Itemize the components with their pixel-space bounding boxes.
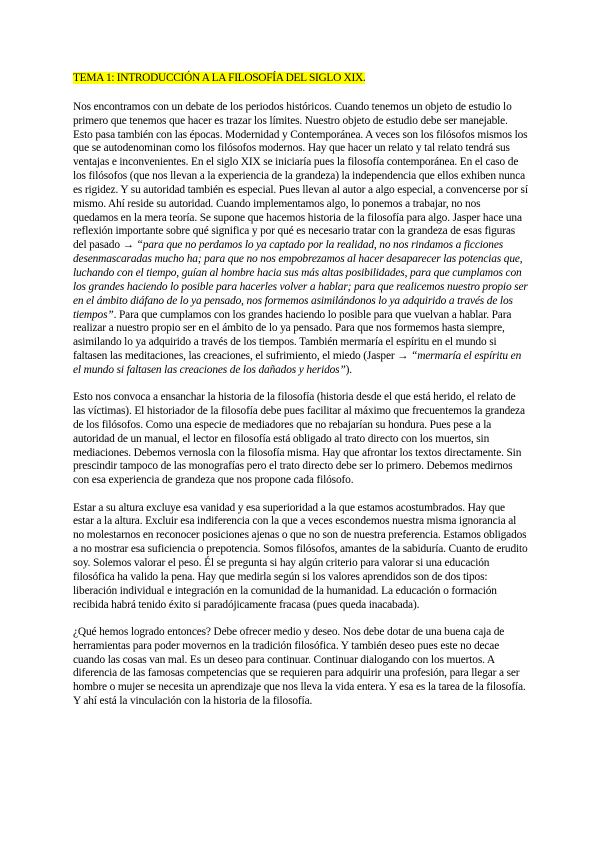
title-block: [73, 72, 528, 86]
paragraph-text: ).: [345, 363, 352, 376]
paragraph: [73, 391, 528, 488]
paragraphs-container: [73, 101, 528, 709]
paragraph-text: . Para que cumplamos con los grandes haciendo lo posible para que vuelvan a hablar. Para realizar a nuestro propio ser en el ámbito de lo ya pensado. Para que nos formemos hasta siempre, asimilando lo ya adquirido a través de los tiempos. También mermaría el espíritu en el mundo si faltasen las meditaciones, las creaciones, el sufrimiento, el miedo (Jasper →: [73, 308, 512, 363]
quoted-text: “mermaría el espíritu en el mundo si faltasen las creaciones de los dañados y heridos”: [73, 350, 522, 376]
paragraph-text: ¿Qué hemos logrado entonces? Debe ofrecer medio y deseo. Nos debe dotar de una buena caja de herramientas para poder movernos en la tradición filosófica. Y también deseo pues este no decae cuando las cosas van mal. Es un deseo para continuar. Continuar dialogando con los muertos. A diferencia de las famosas competencias que se requieren para adquirir una profesión, para llegar a ser hombre o mujer se necesita un aprendizaje que nos lleva la vida entera. Y esa es la tarea de la filosofía. Y ahí está la vinculación con la historia de la filosofía.: [73, 625, 526, 708]
paragraph-text: Estar a su altura excluye esa vanidad y esa superioridad a la que estamos acostumbrados. Hay que estar a la altura. Excluir esa indiferencia con la que a veces escondemos nuestra misma ignorancia al no molestarnos en reconocer posiciones ajenas o que no son de nuestra preferencia. Estamos obligados a no mostrar esa suficiencia o prepotencia. Somos filósofos, amantes de la sabiduría. Cuanto de erudito soy. Solemos valorar el peso. Él se pregunta si hay algún criterio para valorar si una educación filosófica ha valido la pena. Hay que medirla según si los valores aprendidos son de dos tipos: liberación individual e integración en la comunidad de la humanidad. La educación o formación recibida habrá tenido éxito si paradójicamente fracasa (pues queda inacabada).: [73, 501, 528, 611]
document-title: TEMA 1: INTRODUCCIÓN A LA FILOSOFÍA DEL SIGLO XIX.: [73, 72, 366, 84]
quoted-text: “para que no perdamos lo ya captado por la realidad, no nos rindamos a ficciones desenmascaradas mucho ha; para que no nos empobrezamos al hacer desaparecer las potencias que, luchando con el tiempo, guían al hombre hacia sus más altas posibilidades, para que cumplamos con los grandes haciendo lo posible para hacerles volver a hablar; para que realicemos nuestro propio ser en el ámbito diáfano de lo ya pensado, nos formemos asimilándonos lo ya adquirido a través de los tiempos”: [73, 239, 528, 321]
paragraph-text: Esto nos convoca a ensanchar la historia de la filosofía (historia desde el que está herido, el relato de las víctimas). El historiador de la filosofía debe pues facilitar al máximo que frecuentemos la grandeza de los filósofos. Como una especie de mediadores que no rebajarían su hondura. Pues pese a la autoridad de un manual, el lector en filosofía está obligado al trato directo con los muertos, sin mediaciones. Debemos vernosla con la filosofía misma. Hay que afrontar los textos directamente. Sin prescindir tampoco de las monografías pero el trato directo debe ser lo primero. Debemos medirnos con esa experiencia de grandeza que nos propone cada filósofo.: [73, 391, 525, 487]
paragraph: [73, 502, 528, 613]
paragraph: [73, 101, 528, 378]
document-page: [73, 72, 528, 722]
paragraph-text: Nos encontramos con un debate de los periodos históricos. Cuando tenemos un objeto de estudio lo primero que tenemos que hacer es trazar los límites. Nuestro objeto de estudio debe ser manejable. Esto pasa también con las épocas. Modernidad y Contemporánea. A veces son los filósofos mismos los que se autodenominan como los filósofos modernos. Hay que hacer un relato y tal relato tendrá sus ventajas e inconvenientes. En el siglo XIX se iniciaría pues la filosofía contemporánea. En el caso de los filósofos (que nos llevan a la experiencia de la grandeza) la independencia que ellos exhiben nunca es rigidez. Y su autoridad también es especial. Pues llevan al autor a algo especial, a convencerse por sí mismo. Ahí reside su autoridad. Cuando implementamos algo, lo ponemos a trabajar, no nos quedamos en la mera teoría. Se supone que hacemos historia de la filosofía para algo. Jasper hace una reflexión importante sobre qué significa y por qué es necesario tratar con la grandeza de esas figuras del pasado →: [73, 100, 528, 252]
paragraph: [73, 626, 528, 709]
